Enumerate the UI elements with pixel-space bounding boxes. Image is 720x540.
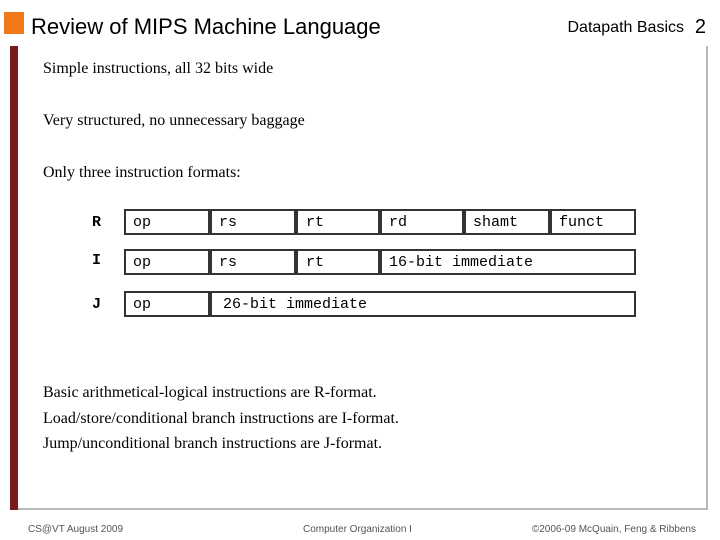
r-field-shamt: shamt <box>473 214 519 231</box>
section-title: Datapath Basics <box>567 19 684 36</box>
i-field-rt: rt <box>306 254 325 271</box>
footer-right: ©2006-09 McQuain, Feng & Ribbens <box>531 524 696 535</box>
format-label-j: J <box>92 296 102 313</box>
summary-line-2: Load/store/conditional branch instructions are I-format. <box>43 410 399 427</box>
intro-line-1: Simple instructions, all 32 bits wide <box>43 60 274 77</box>
slide-number: 2 <box>694 16 706 38</box>
format-label-i: I <box>92 252 102 269</box>
summary-line-1: Basic arithmetical-logical instructions are R-format. <box>43 384 377 401</box>
r-field-rt: rt <box>306 214 325 231</box>
footer-center: Computer Organization I <box>303 524 412 535</box>
intro-line-2: Very structured, no unnecessary baggage <box>43 112 305 129</box>
title-accent-square <box>4 12 24 34</box>
r-field-funct: funct <box>559 214 605 231</box>
slide-title: Review of MIPS Machine Language <box>31 14 381 39</box>
left-sidebar-bar <box>10 46 18 510</box>
i-field-op: op <box>133 254 152 271</box>
summary-line-3: Jump/unconditional branch instructions are J-format. <box>43 435 383 452</box>
i-field-rs: rs <box>219 254 238 271</box>
r-field-rd: rd <box>389 214 408 231</box>
i-field-immediate: 16-bit immediate <box>389 254 534 271</box>
r-field-rs: rs <box>219 214 238 231</box>
j-field-op: op <box>133 296 152 313</box>
r-field-op: op <box>133 214 152 231</box>
footer-left: CS@VT August 2009 <box>28 524 124 535</box>
j-field-immediate: 26-bit immediate <box>223 296 368 313</box>
intro-line-3: Only three instruction formats: <box>43 164 241 181</box>
format-label-r: R <box>92 214 102 231</box>
